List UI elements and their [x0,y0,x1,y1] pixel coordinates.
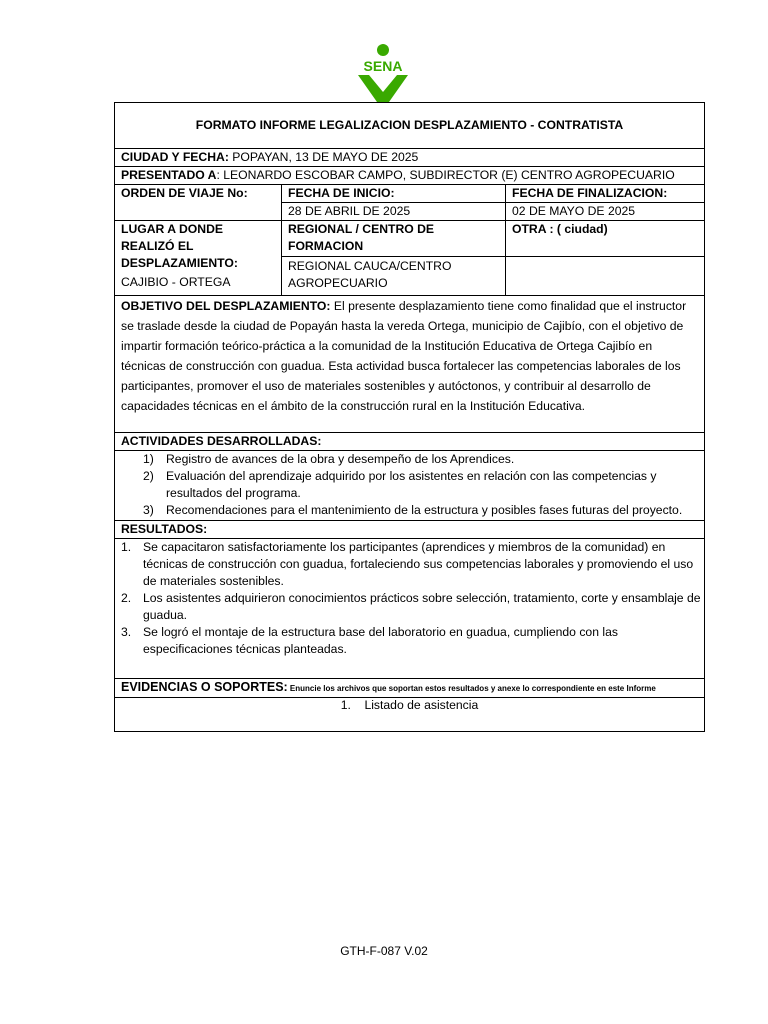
travel-dates-row [115,184,704,220]
item-number: 3. [121,625,132,639]
travel-report-form [114,102,705,732]
item-number: 3) [143,503,154,517]
objective-section [115,295,704,432]
presented-to-value: : LEONARDO ESCOBAR CAMPO, SUBDIRECTOR (E) CENTRO AGROPECUARIO [216,168,675,182]
form-title: FORMATO INFORME LEGALIZACION DESPLAZAMIENTO - CONTRATISTA [195,118,624,132]
place-label: LUGAR A DONDE REALIZÓ EL DESPLAZAMIENTO: [121,222,238,270]
end-date-cell [506,185,704,220]
place-row [115,220,704,295]
item-number: 1) [143,452,154,466]
results-list [115,538,704,678]
start-date-value: 28 DE ABRIL DE 2025 [282,202,505,220]
evidence-note: Enuncie los archivos que soportan estos resultados y anexe lo correspondiente en este Informe [287,684,656,693]
item-text: Los asistentes adquirieron conocimientos prácticos sobre selección, tratamiento, corte y ensamblaje de guadua. [143,591,701,622]
other-city-value [506,256,704,293]
travel-order-label: ORDEN DE VIAJE No: [115,185,282,220]
list-item [115,502,704,519]
presented-to-label: PRESENTADO A [121,168,217,182]
item-text: Listado de asistencia [364,698,479,712]
evidence-header [115,678,704,697]
list-item [115,590,704,624]
item-number: 1. [121,540,132,554]
start-date-cell [282,185,506,220]
city-date-value: POPAYAN, 13 DE MAYO DE 2025 [228,150,419,164]
results-label: RESULTADOS: [115,520,704,538]
list-item [115,451,704,468]
item-text: Se logró el montaje de la estructura base del laboratorio en guadua, cumpliendo con las especificaciones técnicas planteadas. [143,625,618,656]
city-date-row [115,148,704,166]
evidence-list [115,697,704,731]
regional-value: REGIONAL CAUCA/CENTRO AGROPECUARIO [282,256,505,292]
other-city-cell [506,221,704,295]
start-date-label: FECHA DE INICIO: [288,186,395,200]
objective-text: El presente desplazamiento tiene como finalidad que el instructor se traslade desde la ciudad de Popayán hasta la vereda Ortega, municipio de Cajibío, con el objetivo de impartir formación teórico-práctica a la comunidad de la Institución Educativa de Ortega Cajibío en técnicas de construcción con guadua. Esta actividad busca fortalecer las competencias laborales de los participantes, promover el uso de materiales sostenibles y autóctonos, y contribuir al desarrollo de capacidades técnicas en el ámbito de la construcción rural en la Institución Educativa. [121,299,687,413]
city-date-label: CIUDAD Y FECHA: [121,150,229,164]
activities-list [115,450,704,520]
item-text: Se capacitaron satisfactoriamente los participantes (aprendices y miembros de la comunidad) en técnicas de construcción con guadua, fortaleciendo sus competencias laborales y promoviendo el uso de materiales sostenibles. [143,540,694,588]
item-number: 2. [121,591,132,605]
presented-to-row [115,166,704,184]
regional-cell [282,221,506,295]
place-cell [115,221,282,295]
item-text: Registro de avances de la obra y desempeño de los Aprendices. [166,452,515,466]
activities-label: ACTIVIDADES DESARROLLADAS: [115,432,704,450]
item-number: 2) [143,469,154,483]
logo-figure [358,75,408,102]
logo-text: SENA [363,58,403,74]
end-date-value: 02 DE MAYO DE 2025 [506,202,704,220]
list-item [115,624,704,658]
end-date-label: FECHA DE FINALIZACION: [512,186,668,200]
list-item [115,468,704,502]
logo-head [377,44,389,56]
objective-label: OBJETIVO DEL DESPLAZAMIENTO: [121,299,331,313]
list-item [115,539,704,590]
item-text: Recomendaciones para el mantenimiento de la estructura y posibles fases futuras del proyecto. [166,503,683,517]
sena-logo [352,42,414,104]
regional-label: REGIONAL / CENTRO DE FORMACION [288,222,435,253]
place-value: CAJIBIO - ORTEGA [121,275,231,289]
other-city-label: OTRA : ( ciudad) [512,222,608,236]
item-text: Evaluación del aprendizaje adquirido por los asistentes en relación con las competencias y resultados del programa. [166,469,657,500]
evidence-label: EVIDENCIAS O SOPORTES: [121,680,288,694]
document-code: GTH-F-087 V.02 [340,944,428,958]
item-number: 1. [340,698,351,712]
